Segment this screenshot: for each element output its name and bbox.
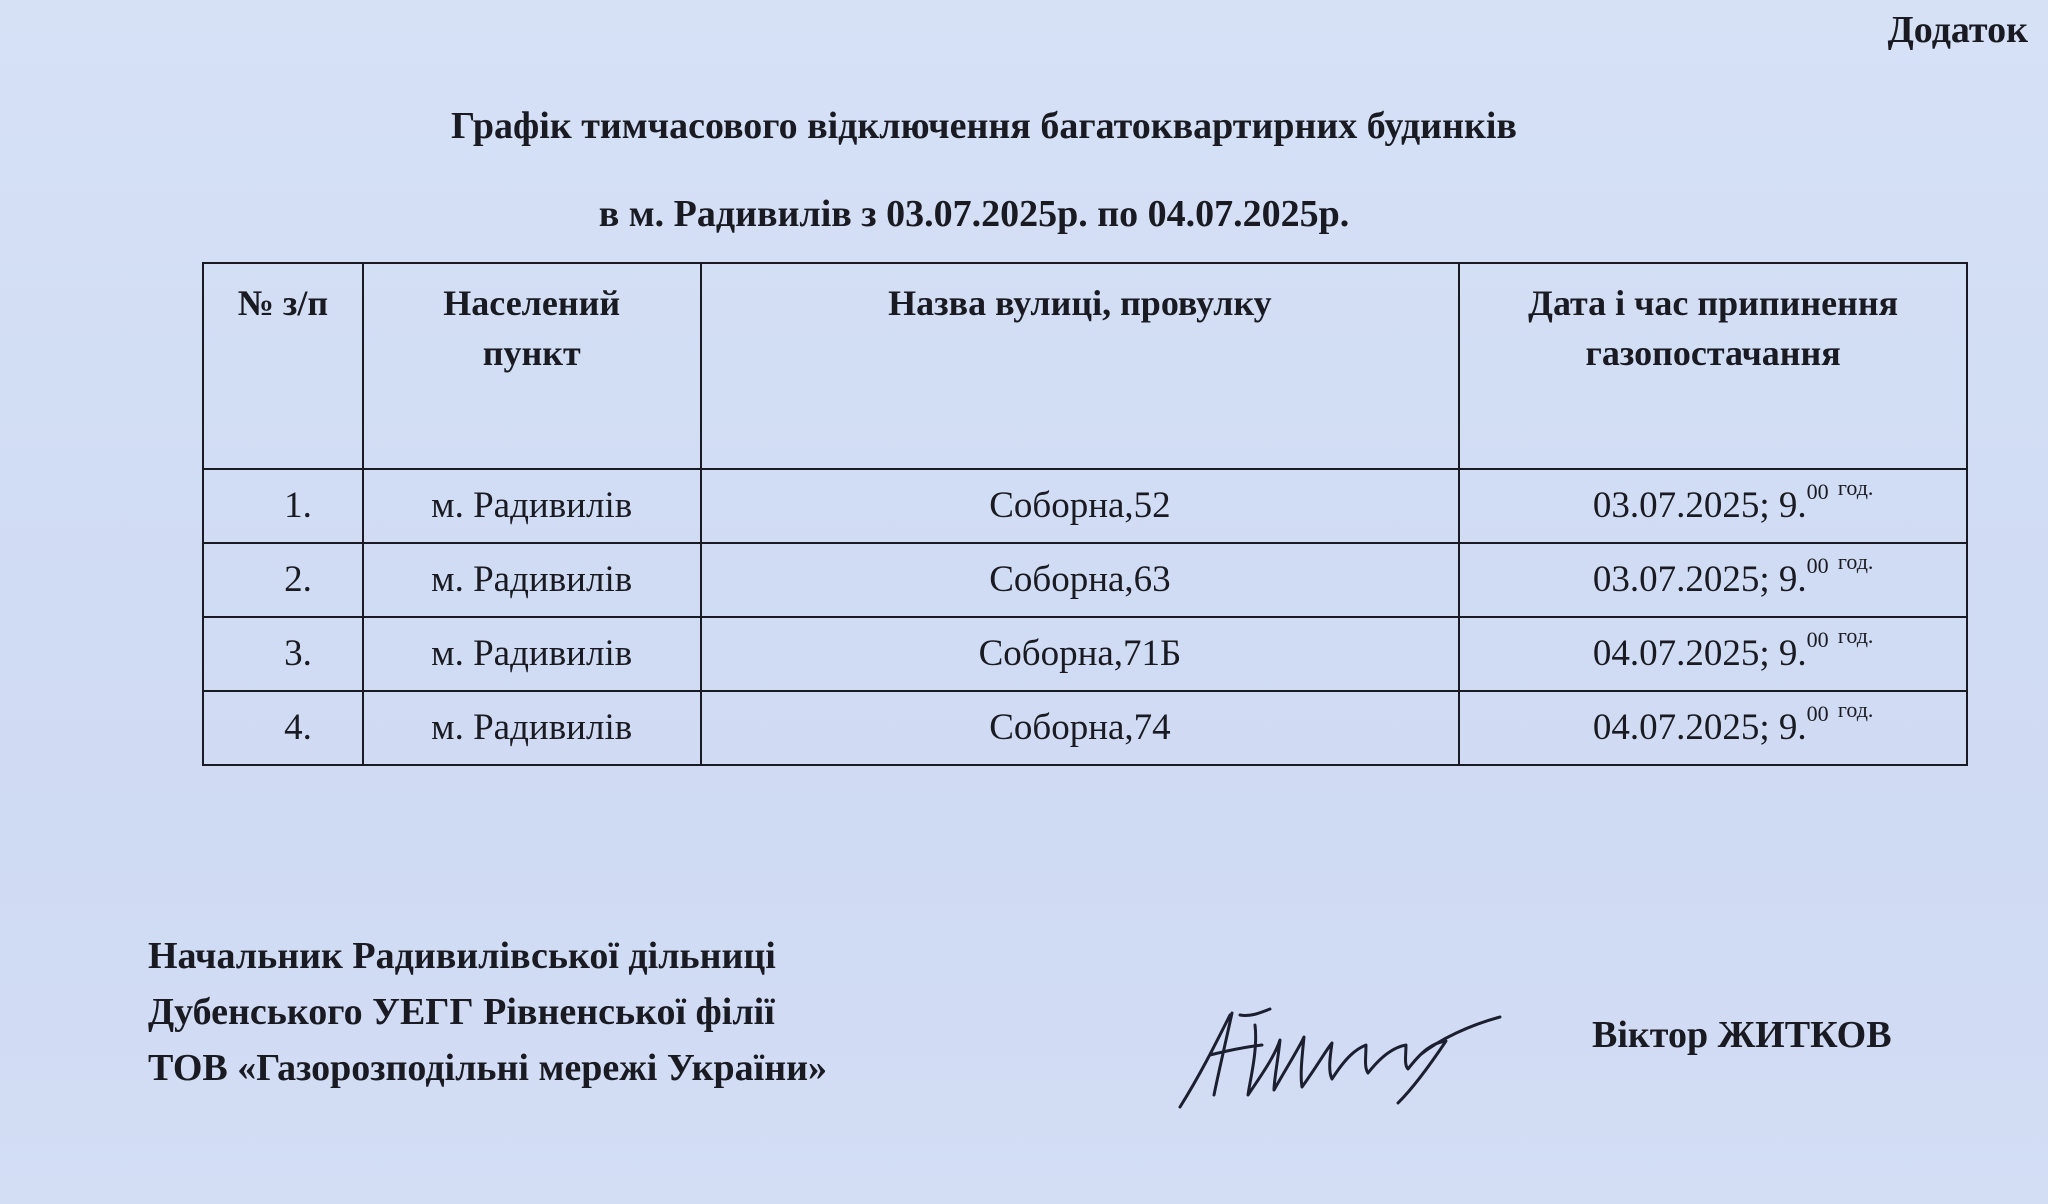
row-number: 2.	[203, 543, 363, 617]
header-date	[1459, 263, 1967, 469]
schedule-table	[202, 262, 1968, 766]
header-date-label: Дата і час припинення газопостачання	[1528, 283, 1899, 373]
row-date-value: 03.07.2025; 9.	[1592, 485, 1807, 526]
row-number: 3.	[203, 617, 363, 691]
row-date-value: 03.07.2025; 9.	[1592, 559, 1807, 600]
row-street: Соборна,71Б	[701, 617, 1460, 691]
row-date	[1459, 691, 1967, 765]
signatory-position	[148, 928, 827, 1096]
signatory-line-1: Начальник Радивилівської дільниці	[148, 935, 776, 977]
signatory-name: Віктор ЖИТКОВ	[1592, 1014, 1892, 1056]
table-row	[203, 691, 1967, 765]
table-row	[203, 617, 1967, 691]
row-time-minutes: 00	[1806, 701, 1829, 726]
signatory-line-2: Дубенського УЕГГ Рівненської філії	[148, 991, 775, 1033]
header-place	[363, 263, 701, 469]
row-time-minutes: 00	[1806, 479, 1829, 504]
signatory-line-3: ТОВ «Газорозподільні мережі України»	[148, 1047, 827, 1089]
document-title: Графік тимчасового відключення багатоквартирних будинків	[451, 105, 1517, 147]
row-time-unit: год.	[1837, 623, 1874, 648]
row-time-minutes: 00	[1806, 553, 1829, 578]
row-place: м. Радивилів	[363, 617, 701, 691]
row-street: Соборна,52	[701, 469, 1460, 543]
row-time-minutes: 00	[1806, 627, 1829, 652]
row-date-value: 04.07.2025; 9.	[1592, 633, 1807, 674]
row-place: м. Радивилів	[363, 543, 701, 617]
row-time-unit: год.	[1837, 549, 1874, 574]
row-place: м. Радивилів	[363, 469, 701, 543]
row-street: Соборна,74	[701, 691, 1460, 765]
table-header-row	[203, 263, 1967, 469]
header-street: Назва вулиці, провулку	[701, 263, 1460, 469]
row-date	[1459, 469, 1967, 543]
header-place-label: Населений пункт	[443, 283, 621, 373]
document-subtitle: в м. Радивилів з 03.07.2025р. по 04.07.2025р.	[598, 193, 1350, 235]
row-date	[1459, 543, 1967, 617]
row-time-unit: год.	[1837, 697, 1874, 722]
row-number: 4.	[203, 691, 363, 765]
row-time-unit: год.	[1837, 475, 1874, 500]
row-place: м. Радивилів	[363, 691, 701, 765]
handwritten-signature	[1170, 995, 1510, 1115]
row-date	[1459, 617, 1967, 691]
row-street: Соборна,63	[701, 543, 1460, 617]
row-date-value: 04.07.2025; 9.	[1592, 707, 1807, 748]
table-row	[203, 543, 1967, 617]
table-row	[203, 469, 1967, 543]
header-number: № з/п	[203, 263, 363, 469]
annex-label: Додаток	[1887, 9, 2028, 51]
row-number: 1.	[203, 469, 363, 543]
